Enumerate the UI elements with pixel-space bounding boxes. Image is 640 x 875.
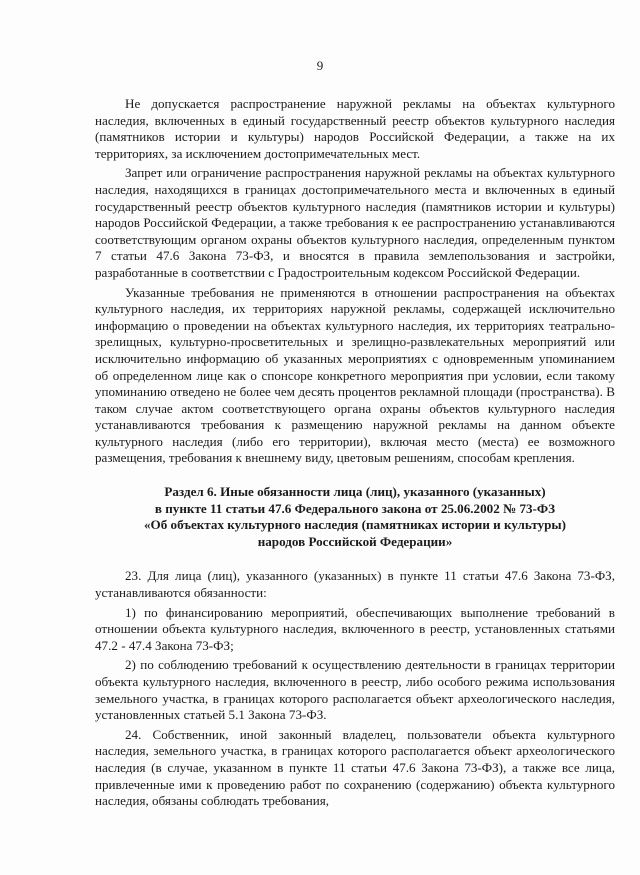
section-heading-line: народов Российской Федерации»: [257, 533, 453, 549]
section-heading-line: «Об объектах культурного наследия (памятниках истории и культуры): [144, 517, 566, 533]
section-heading: [95, 484, 615, 550]
section-heading-line: в пункте 11 статьи 47.6 Федерального закона от 25.06.2002 № 73-ФЗ: [154, 500, 556, 516]
paragraph-item-23-1: 1) по финансированию мероприятий, обеспечивающих выполнение требований в отношении объекта культурного наследия, включенного в реестр, установленных статьями 47.2 - 47.4 Закона 73-ФЗ;: [95, 604, 615, 653]
paragraph-advertising-restriction: Запрет или ограничение распространения наружной рекламы на объектах культурного наследия, находящихся в границах достопримечательного места и включенных в единый государственный реестр объектов культурного наследия (памятников истории и культуры) народов Российской Федерации, а также требования к ее распространению устанавливаются соответствующим органом охраны объектов культурного наследия, определенным пунктом 7 статьи 47.6 Закона 73-ФЗ, и вносятся в правила землепользования и застройки, разработанные в соответствии с Градостроительным кодексом Российской Федерации.: [95, 165, 615, 280]
paragraph-advertising-ban: Не допускается распространение наружной рекламы на объектах культурного наследия, включенных в единый государственный реестр объектов культурного наследия (памятников истории и культуры) народов Российской Федерации, а также на их территориях, за исключением достопримечательных мест.: [95, 96, 615, 161]
section-heading-line: Раздел 6. Иные обязанности лица (лиц), указанного (указанных): [164, 484, 546, 500]
paragraph-item-23: 23. Для лица (лиц), указанного (указанных) в пункте 11 статьи 47.6 Закона 73-ФЗ, устанавливаются обязанности:: [95, 568, 615, 601]
paragraph-item-24: 24. Собственник, иной законный владелец, пользователи объекта культурного наследия, земельного участка, в границах которого располагается объект археологического наследия (в случае, указанном в пункте 11 статьи 47.6 Закона 73-ФЗ), а также все лица, привлеченные ими к проведению работ по сохранению (содержанию) объекта культурного наследия, обязаны соблюдать требования,: [95, 726, 615, 809]
document-body: [95, 96, 615, 813]
paragraph-item-23-2: 2) по соблюдению требований к осуществлению деятельности в границах территории объекта культурного наследия, включенного в реестр, либо особого режима использования земельного участка, в границах которого располагается объект археологического наследия, установленных статьей 5.1 Закона 73-ФЗ.: [95, 657, 615, 723]
page-number: 9: [316, 58, 324, 73]
paragraph-requirements-exceptions: Указанные требования не применяются в отношении распространения на объектах культурного наследия, их территориях наружной рекламы, содержащей исключительно информацию о проведении на объектах культурного наследия, их территориях театрально-зрелищных, культурно-просветительных и зрелищно-развлекательных мероприятий или исключительно информацию об указанных мероприятиях с одновременным упоминанием об определенном лице как о спонсоре конкретного мероприятия при условии, если такому упоминанию отведено не более чем десять процентов рекламной площади (пространства). В таком случае актом соответствующего органа охраны объектов культурного наследия устанавливаются требования к размещению наружной рекламы на данном объекте культурного наследия (либо его территории), включая место (места) ее возможного размещения, требования к внешнему виду, цветовым решениям, способам крепления.: [95, 284, 615, 466]
